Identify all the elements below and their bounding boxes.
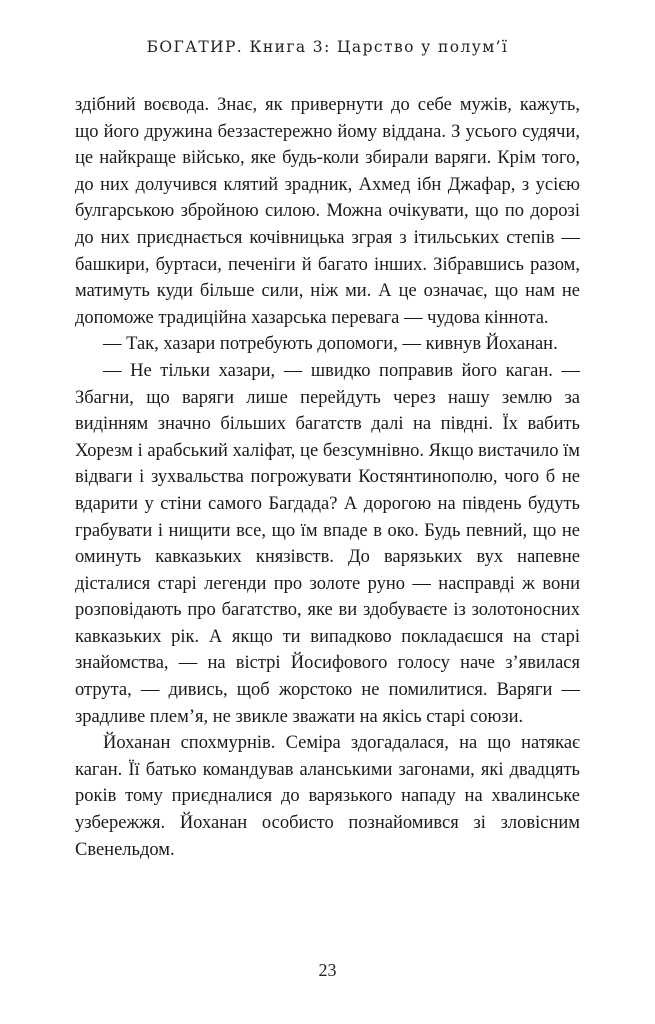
paragraph-3: — Не тільки хазари, — швидко поправив його каган. — Збагни, що варяги лише перейдуть через нашу землю за видінням значно більших багатств далі на півдні. Їх вабить Хорезм і арабський халіфат, це безсумнівно. Якщо вистачило їм відваги і зухвальства погрожувати Костянтинополю, чого б не вдарити у стіни самого Багдада? А дорогою на південь будуть грабувати і нищити все, що їм впаде в око. Будь певний, що не оминуть кавказьких князівств. До варязьких вух напевне дісталися старі легенди про золоте руно — насправді ж вони розповідають про багатство, яке ви здобуваєте із золотоносних кавказьких рік. А якщо ти випадково покладаєшся на старі знайомства, — на вістрі Йосифового голосу наче з’явилася отрута, — дивись, щоб жорстоко не помилитися. Варяги — зрадливе плем’я, не звикле зважати на якісь старі союзи.	[75, 360, 580, 727]
running-head: БОГАТИР. Книга 3: Царство у полум’ї	[146, 38, 509, 56]
body-text	[75, 92, 580, 863]
page-number: 23	[318, 960, 337, 980]
paragraph-1: здібний воєвода. Знає, як привернути до себе мужів, кажуть, що його дружина беззастережно йому віддана. З усього судячи, це найкраще військо, яке будь-коли збирали варяги. Крім того, до них долучився клятий зрадник, Ахмед ібн Джафар, з усією булгарською збройною силою. Можна очікувати, що по дорозі до них приєднається кочівницька зграя з ітильських степів — башкири, буртаси, печеніги й багато інших. Зібравшись разом, матимуть куди більше сили, ніж ми. А це означає, що нам не допоможе традиційна хазарська перевага — чудова кіннота.	[75, 95, 580, 328]
paragraph-2: — Так, хазари потребують допомоги, — кивнув Йоханан.	[103, 334, 558, 355]
paragraph-4: Йоханан спохмурнів. Семіра здогадалася, на що натякає каган. Її батько командував аланськими загонами, які двадцять років тому приєдналися до варязького нападу на хвалинське узбережжя. Йоханан особисто познайомився зі зловісним Свенельдом.	[75, 733, 580, 860]
